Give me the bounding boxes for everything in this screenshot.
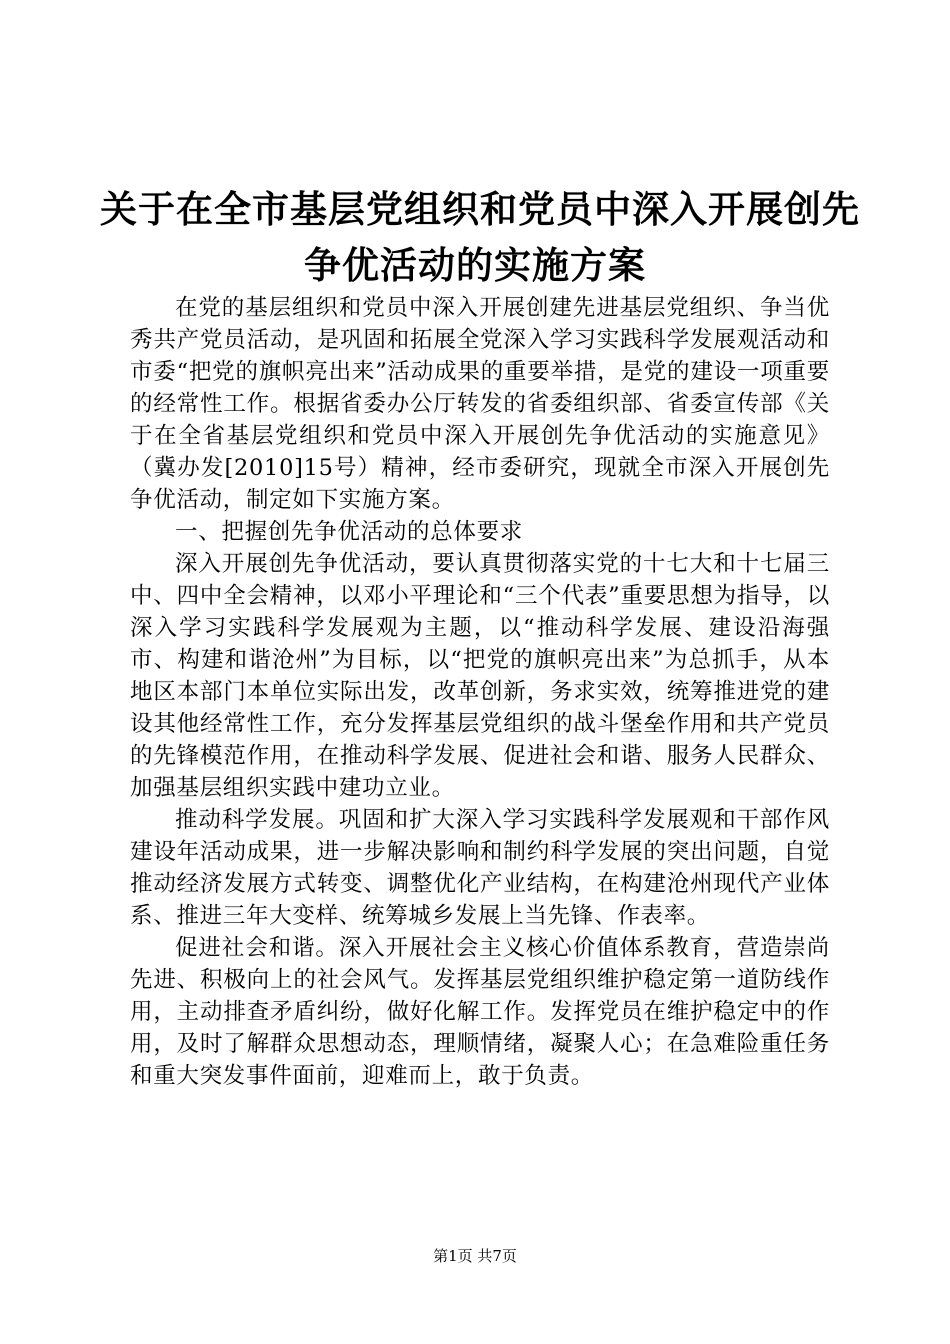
document-title-line-2: 争优活动的实施方案 — [304, 244, 646, 287]
paragraph-requirements: 深入开展创先争优活动，要认真贯彻落实党的十七大和十七届三中、四中全会精神，以邓小平理论和“三个代表”重要思想为指导，以深入学习实践科学发展观为主题，以“推动科学发展、建设沿海强市、构建和谐沧州”为目标，以“把党的旗帜亮出来”为总抓手，从本地区本部门本单位实际出发，改革创新，务求实效，统筹推进党的建设其他经常性工作，充分发挥基层党组织的战斗堡垒作用和共产党员的先锋模范作用，在推动科学发展、促进社会和谐、服务人民群众、加强基层组织实践中建功立业。 — [130, 551, 830, 801]
document-title-line-1: 关于在全市基层党组织和党员中深入开展创先 — [100, 188, 860, 231]
page-footer: 第1页 共7页 — [433, 1247, 517, 1265]
paragraph-intro: 在党的基层组织和党员中深入开展创建先进基层党组织、争当优秀共产党员活动，是巩固和拓展全党深入学习实践科学发展观活动和市委“把党的旗帜亮出来”活动成果的重要举措，是党的建设一项重要的经常性工作。根据省委办公厅转发的省委组织部、省委宣传部《关于在全省基层党组织和党员中深入开展创先争优活动的实施意见》（冀办发[2010]15号）精神，经市委研究，现就全市深入开展创先争优活动，制定如下实施方案。 — [130, 295, 830, 513]
document-body — [130, 292, 830, 1092]
paragraph-social-harmony: 促进社会和谐。深入开展社会主义核心价值体系教育，营造崇尚先进、积极向上的社会风气。发挥基层党组织维护稳定第一道防线作用，主动排查矛盾纠纷，做好化解工作。发挥党员在维护稳定中的作用，及时了解群众思想动态，理顺情绪，凝聚人心；在急难险重任务和重大突发事件面前，迎难而上，敢于负责。 — [130, 935, 830, 1089]
section-heading: 一、把握创先争优活动的总体要求 — [175, 519, 524, 545]
paragraph-science-development: 推动科学发展。巩固和扩大深入学习实践科学发展观和干部作风建设年活动成果，进一步解决影响和制约科学发展的突出问题，自觉推动经济发展方式转变、调整优化产业结构，在构建沧州现代产业体系、推进三年大变样、统筹城乡发展上当先锋、作表率。 — [130, 807, 830, 929]
